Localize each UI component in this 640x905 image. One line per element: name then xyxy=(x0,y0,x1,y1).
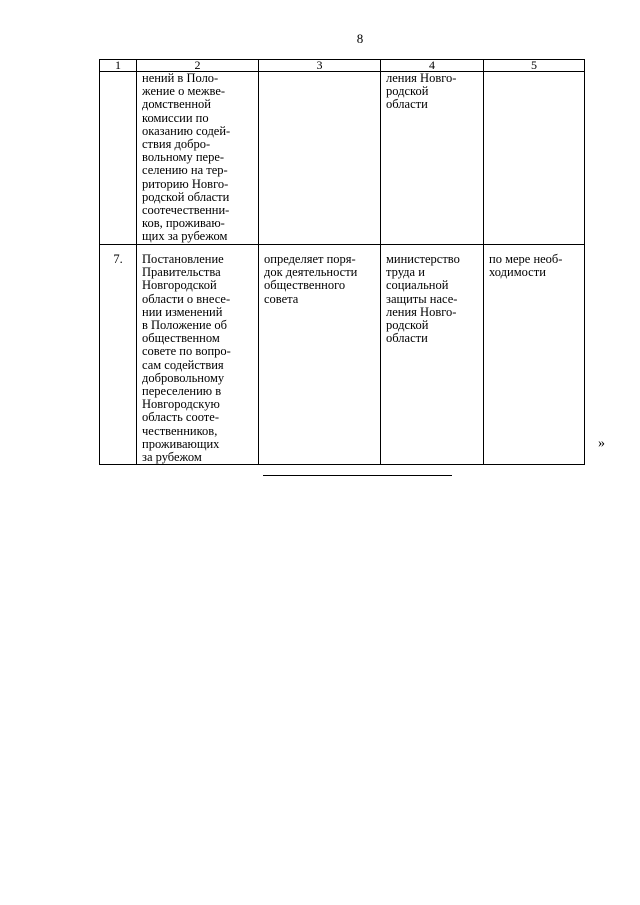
purpose-text: определяет поря- док деятельности общественного совета xyxy=(264,252,358,306)
responsible-text: ления Новго- родской области xyxy=(386,71,457,112)
closing-quote: » xyxy=(598,436,605,451)
document-name: Постановление Правительства Новгородской области о внесе- нии изменений в Положение об общественном совете по вопро- сам содействия добровольному переселению в Новгородскую область соотe- чественников, проживающих за рубежом xyxy=(142,252,231,465)
column-header-2: 2 xyxy=(137,60,259,72)
column-header-1: 1 xyxy=(100,60,137,72)
column-header-4: 4 xyxy=(381,60,484,72)
responsible-cell xyxy=(381,245,484,465)
deadline-text: по мере необ- ходимости xyxy=(489,252,563,280)
table-row xyxy=(100,245,585,465)
document-name: нений в Поло- жение о межве- домственной комиссии по оказанию содей- ствия добро- вольному пере- селению на тер- риторию Новго- родской области соотечественни- ков, проживаю- щих за рубежом xyxy=(142,71,231,244)
deadline-cell xyxy=(484,72,585,245)
row-number-cell xyxy=(100,72,137,245)
purpose-cell xyxy=(259,245,381,465)
document-table xyxy=(99,59,585,465)
table-row xyxy=(100,72,585,245)
column-header-5: 5 xyxy=(484,60,585,72)
table-header-row xyxy=(100,60,585,72)
column-header-3: 3 xyxy=(259,60,381,72)
responsible-cell xyxy=(381,72,484,245)
document-name-cell xyxy=(137,245,259,465)
row-number-cell xyxy=(100,245,137,465)
purpose-cell xyxy=(259,72,381,245)
page-number: 8 xyxy=(356,31,364,46)
end-divider xyxy=(263,475,452,476)
row-number: 7. xyxy=(113,252,123,266)
responsible-text: министерство труда и социальной защиты насе- ления Новго- родской области xyxy=(386,252,460,346)
document-name-cell xyxy=(137,72,259,245)
deadline-cell xyxy=(484,245,585,465)
